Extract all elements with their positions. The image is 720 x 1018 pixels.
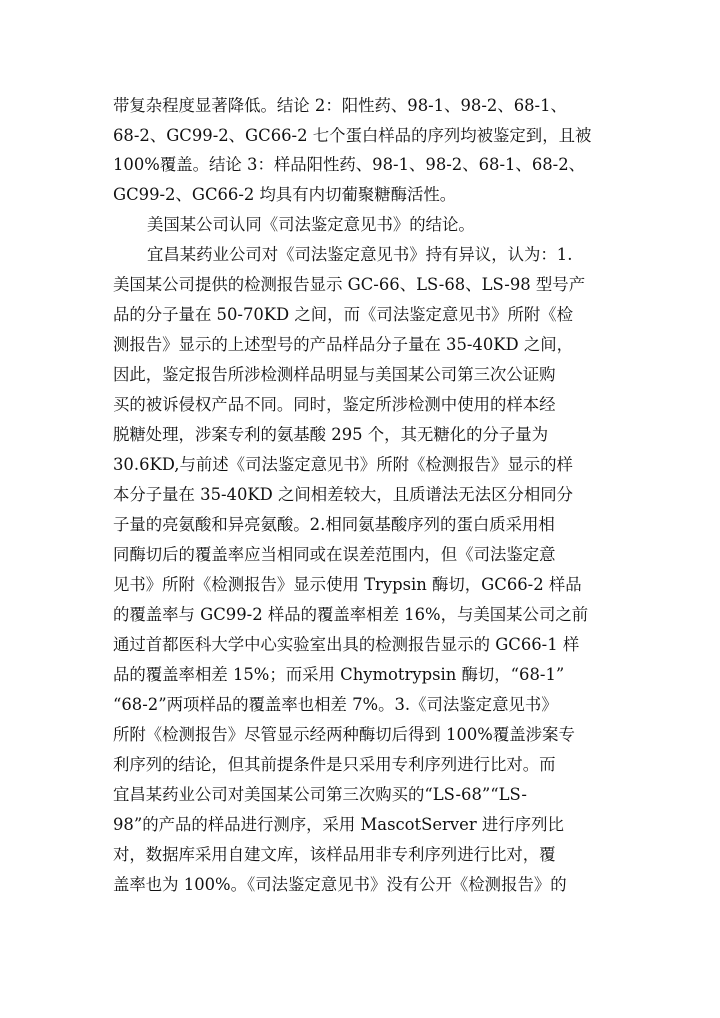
text-line: 脱糖处理，涉案专利的氨基酸 295 个，其无糖化的分子量为 [113,425,549,444]
text-line: 100%覆盖。结论 3：样品阳性药、98-1、98-2、68-1、68-2、 [113,155,586,174]
text-line: 测报告》显示的上述型号的产品样品分子量在 35-40KD 之间， [113,335,574,354]
text-line: 本分子量在 35-40KD 之间相差较大，且质谱法无法区分相同分 [113,485,574,504]
text-line: 美国某公司提供的检测报告显示 GC-66、LS-68、LS-98 型号产 [113,275,586,294]
text-line: 98”的产品的样品进行测序，采用 MascotServer 进行序列比 [113,815,564,834]
text-line: “68-2”两项样品的覆盖率也相差 7%。3.《司法鉴定意见书》 [113,695,558,714]
text-line: 见书》所附《检测报告》显示使用 Trypsin 酶切，GC66-2 样品 [113,575,582,594]
text-line: 68-2、GC99-2、GC66-2 七个蛋白样品的序列均被鉴定到，且被 [113,126,592,145]
text-line: 所附《检测报告》尽管显示经两种酶切后得到 100%覆盖涉案专 [113,725,575,744]
text-line: 的覆盖率与 GC99-2 样品的覆盖率相差 16%，与美国某公司之前 [113,605,589,624]
text-line: 通过首都医科大学中心实验室出具的检测报告显示的 GC66-1 样 [113,635,580,654]
text-line: 品的覆盖率相差 15%；而采用 Chymotrypsin 酶切，“68-1” [113,665,565,684]
text-line: 同酶切后的覆盖率应当相同或在误差范围内，但《司法鉴定意 [113,545,556,564]
text-line: 宜昌某药业公司对美国某公司第三次购买的“LS-68”“LS- [113,785,527,804]
text-line: 子量的亮氨酸和异亮氨酸。2.相同氨基酸序列的蛋白质采用相 [113,515,555,534]
text-line: 30.6KD,与前述《司法鉴定意见书》所附《检测报告》显示的样 [113,455,573,474]
paragraph-start-line: 宜昌某药业公司对《司法鉴定意见书》持有异议，认为：1. [147,245,573,264]
text-line: 品的分子量在 50-70KD 之间，而《司法鉴定意见书》所附《检 [113,305,574,324]
text-line: 对，数据库采用自建文库，该样品用非专利序列进行比对，覆 [113,845,556,864]
paragraph-start-line: 美国某公司认同《司法鉴定意见书》的结论。 [147,215,475,234]
text-line: 买的被诉侵权产品不同。同时，鉴定所涉检测中使用的样本经 [113,395,556,414]
text-line: 利序列的结论，但其前提条件是只采用专利序列进行比对。而 [113,755,556,774]
text-line: GC99-2、GC66-2 均具有内切葡聚糖酶活性。 [113,185,457,204]
text-line: 盖率也为 100%。《司法鉴定意见书》没有公开《检测报告》的 [113,875,567,894]
text-line: 因此，鉴定报告所涉检测样品明显与美国某公司第三次公证购 [113,365,556,384]
text-line: 带复杂程度显著降低。结论 2：阳性药、98-1、98-2、68-1、 [113,96,567,115]
